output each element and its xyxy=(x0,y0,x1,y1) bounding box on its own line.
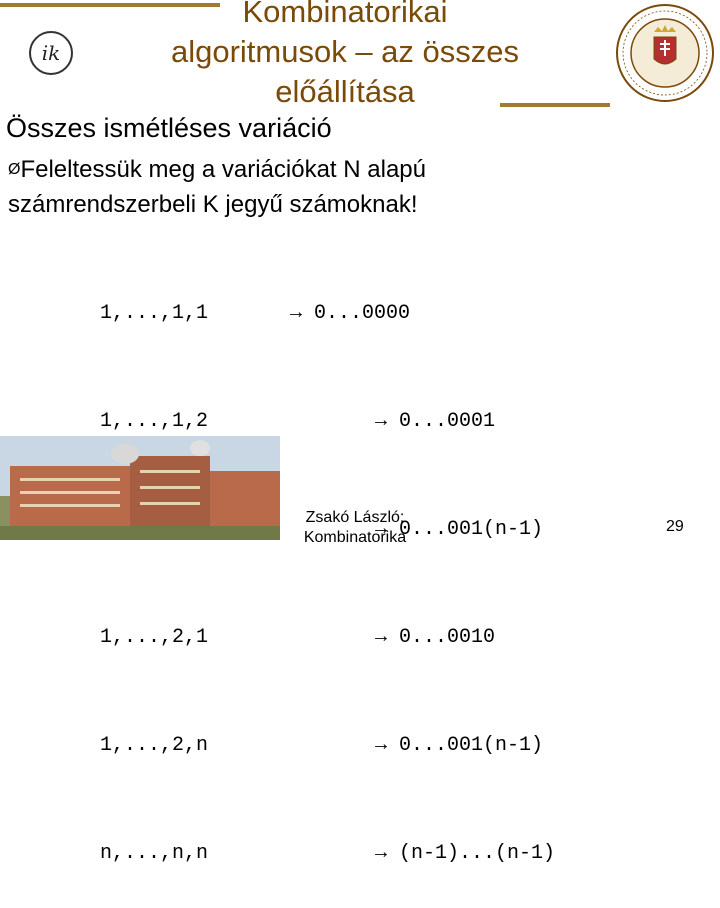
slide-title xyxy=(110,0,580,112)
variation-item: 1,...,2,n xyxy=(100,734,209,757)
bullet-point xyxy=(8,154,568,221)
bullet-arrow-icon: Ø xyxy=(8,161,21,178)
number-item: → 0...0010 xyxy=(375,626,496,649)
page-number: 29 xyxy=(666,518,684,535)
variation-item: 1,...,2,1 xyxy=(100,626,209,649)
ik-logo-icon xyxy=(26,28,76,78)
footer-author-line-1: Zsakó László: xyxy=(305,509,405,526)
variation-item: 1,...,1,2 xyxy=(100,410,209,433)
number-item: → (n-1)...(n-1) xyxy=(375,842,556,865)
title-line-3: előállítása xyxy=(275,74,415,109)
variation-item: 1,...,1,1 xyxy=(100,302,209,325)
footer-author xyxy=(290,508,420,548)
bullet-line-2: számrendszerbeli K jegyű számoknak! xyxy=(8,191,418,218)
variation-item: n,...,n,n xyxy=(100,842,209,865)
slide-subtitle: Összes ismétléses variáció xyxy=(6,113,332,143)
number-list xyxy=(290,224,675,908)
university-building-photo xyxy=(0,436,280,540)
number-item: → 0...0000 xyxy=(290,302,411,325)
variation-list xyxy=(100,224,208,908)
title-line-1: Kombinatorikai xyxy=(242,0,448,29)
number-item: → 0...001(n-1) xyxy=(375,518,544,541)
bullet-line-1: Feleltessük meg a variációkat N alapú xyxy=(20,156,426,183)
number-item: → 0...0001 xyxy=(375,410,496,433)
number-item: → 0...001(n-1) xyxy=(375,734,544,757)
title-line-2: algoritmusok – az összes xyxy=(170,34,520,69)
footer-author-line-2: Kombinatorika xyxy=(303,529,407,546)
university-seal-icon xyxy=(614,2,716,104)
svg-text:ik: ik xyxy=(41,41,61,65)
